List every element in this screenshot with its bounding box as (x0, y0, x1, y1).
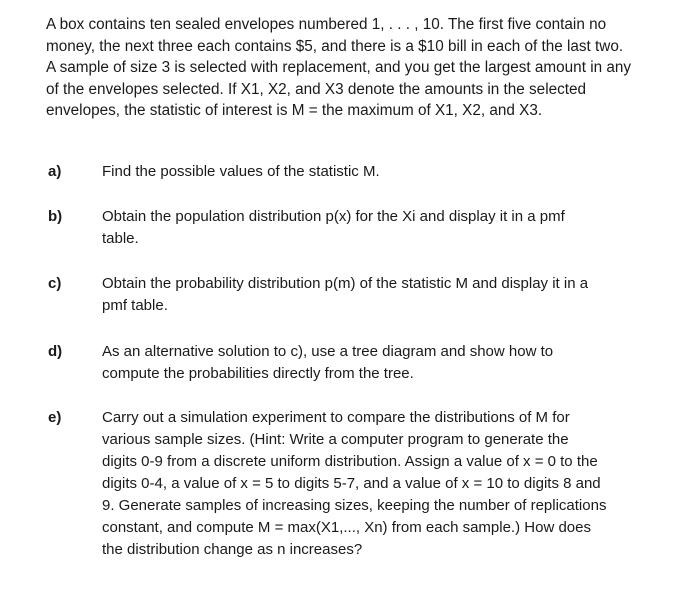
intro-line: envelopes, the statistic of interest is M = the maximum of X1, X2, and X3. (46, 102, 543, 119)
question-label: a) (48, 163, 62, 180)
question-line: digits 0-9 from a discrete uniform distribution. Assign a value of x = 0 to the (102, 453, 598, 470)
question-label: d) (48, 343, 63, 360)
question-line: the distribution change as n increases? (102, 541, 363, 558)
question-text (102, 161, 672, 183)
question-label: c) (48, 275, 62, 292)
question-line: table. (102, 230, 139, 247)
question-line: pmf table. (102, 297, 168, 314)
question-line: compute the probabilities directly from the tree. (102, 365, 414, 382)
intro-line: of the envelopes selected. If X1, X2, and X3 denote the amounts in the selected (46, 80, 587, 98)
question-label: b) (48, 208, 63, 225)
question-line: As an alternative solution to c), use a tree diagram and show how to (102, 343, 554, 360)
question-line: 9. Generate samples of increasing sizes, keeping the number of replications (102, 497, 607, 514)
question-line: Obtain the probability distribution p(m) of the statistic M and display it in a (102, 275, 589, 292)
intro-line: money, the next three each contains $5, and there is a $10 bill in each of the last two. (46, 37, 624, 55)
question-line: Find the possible values of the statistic M. (102, 163, 380, 180)
question-line: digits 0-4, a value of x = 5 to digits 5-7, and a value of x = 10 to digits 8 and (102, 475, 601, 492)
question-text (102, 206, 672, 250)
question-text (102, 407, 672, 561)
question-text (102, 341, 672, 385)
question-line: constant, and compute M = max(X1,..., Xn) from each sample.) How does (102, 519, 591, 536)
question-line: Carry out a simulation experiment to compare the distributions of M for (102, 409, 570, 426)
intro-line: A box contains ten sealed envelopes numbered 1, . . . , 10. The first five contain no (46, 16, 607, 33)
question-label: e) (48, 409, 62, 426)
intro-line: A sample of size 3 is selected with replacement, and you get the largest amount in any (46, 59, 632, 76)
problem-intro (46, 14, 676, 122)
question-text (102, 273, 672, 317)
question-line: Obtain the population distribution p(x) for the Xi and display it in a pmf (102, 208, 565, 225)
question-line: various sample sizes. (Hint: Write a computer program to generate the (102, 431, 569, 448)
